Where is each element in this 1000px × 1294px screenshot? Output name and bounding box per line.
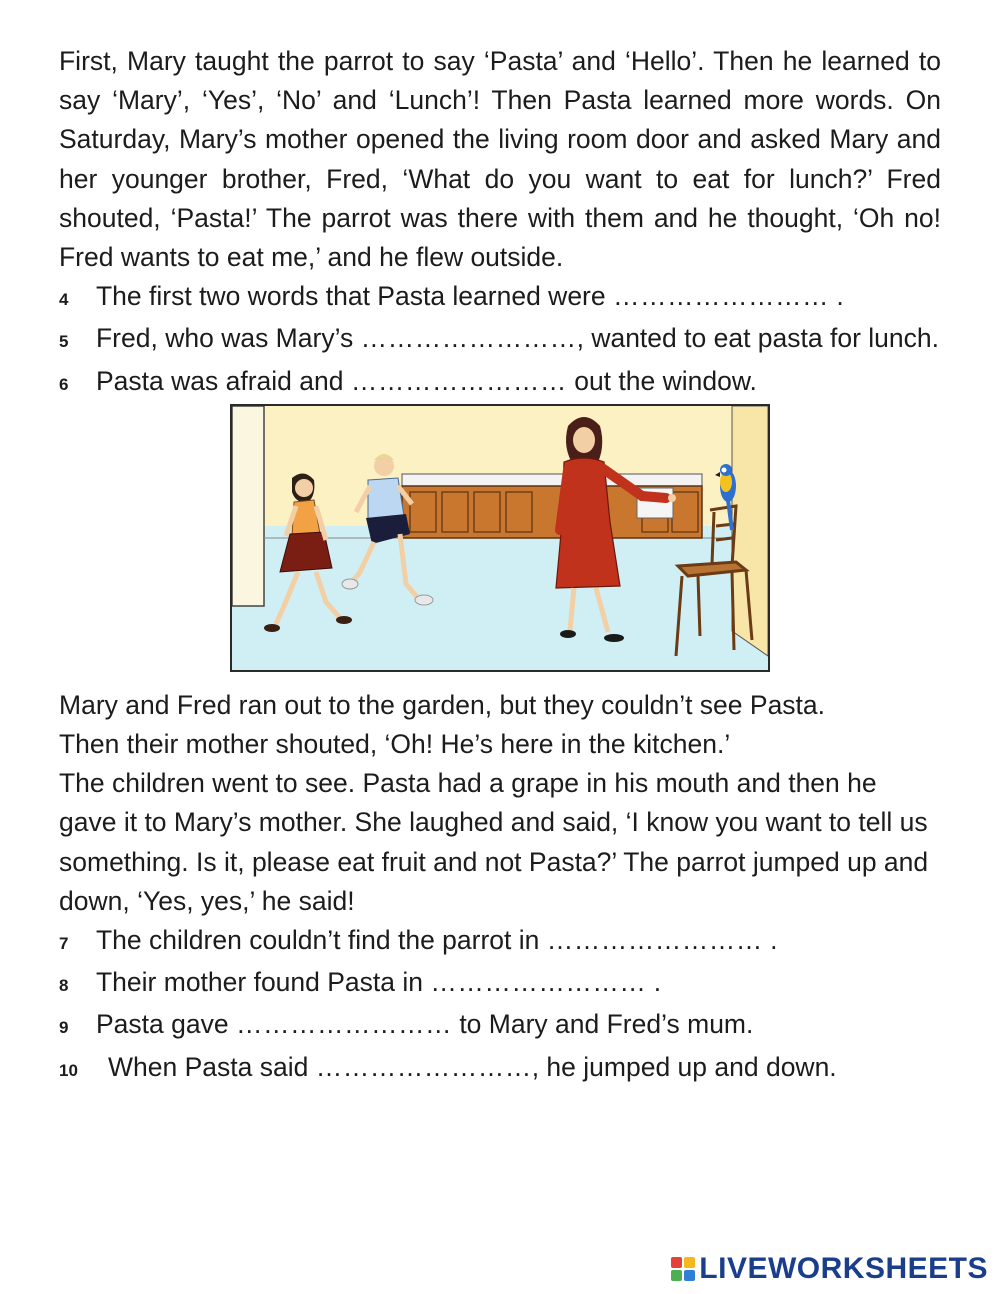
answer-blank[interactable]: ……………………	[360, 323, 577, 354]
logo-tile	[671, 1257, 682, 1268]
questions-group-2	[59, 921, 941, 1090]
liveworksheets-logo[interactable]	[671, 1252, 988, 1286]
question-number: 9	[59, 1018, 69, 1038]
passage-2-line-3: The children went to see. Pasta had a grape in his mouth and then he gave it to Mary’s mother. She laughed and said, ‘I know you want to tell us something. Is it, please eat fruit and not Pasta?’ The parrot jumped up and down, ‘Yes, yes,’ he said!	[59, 768, 929, 916]
question-4: 4 The first two words that Pasta learned were …………………… .	[59, 277, 941, 319]
logo-tile	[671, 1270, 682, 1281]
passage-1: First, Mary taught the parrot to say ‘Pasta’ and ‘Hello’. Then he learned to say ‘Mary’, ‘Yes’, ‘No’ and ‘Lunch’! Then Pasta learned more words. On Saturday, Mary’s mother opened the living room door and asked Mary and her younger brother, Fred, ‘What do you want to eat for lunch?’ Fred shouted, ‘Pasta!’ The parrot was there with them and he thought, ‘Oh no! Fred wants to eat me,’ and he flew outside.	[59, 46, 941, 273]
question-number: 6	[59, 374, 69, 394]
question-8: 8 Their mother found Pasta in …………………… .	[59, 963, 941, 1005]
passage-2-line-2: Then their mother shouted, ‘Oh! He’s here in the kitchen.’	[59, 729, 731, 760]
question-7: 7 The children couldn’t find the parrot in …………………… .	[59, 921, 941, 963]
question-number: 8	[59, 976, 69, 996]
answer-blank[interactable]: ……………………	[546, 925, 763, 956]
question-number: 4	[59, 290, 69, 310]
question-10: 10 When Pasta said ……………………, he jumped up and down.	[59, 1048, 941, 1090]
passage-2	[59, 686, 941, 921]
answer-blank[interactable]: ……………………	[612, 281, 829, 312]
question-number: 10	[59, 1060, 78, 1080]
question-9: 9 Pasta gave …………………… to Mary and Fred’s mum.	[59, 1005, 941, 1047]
question-5: 5 Fred, who was Mary’s ……………………, wanted to eat pasta for lunch.	[59, 319, 941, 361]
logo-text: LIVEWORKSHEETS	[699, 1252, 988, 1285]
door	[232, 406, 264, 606]
answer-blank[interactable]: ……………………	[350, 365, 567, 396]
question-number: 7	[59, 934, 69, 954]
logo-tiles-icon	[671, 1257, 695, 1281]
illustration-svg	[232, 406, 768, 670]
worksheet-page	[59, 42, 941, 1090]
countertop	[402, 474, 702, 486]
logo-tile	[684, 1270, 695, 1281]
living-room-illustration	[230, 404, 770, 672]
answer-blank[interactable]: ……………………	[235, 1009, 452, 1040]
answer-blank[interactable]: ……………………	[315, 1051, 532, 1082]
questions-group-1	[59, 277, 941, 404]
logo-tile	[684, 1257, 695, 1268]
question-number: 5	[59, 332, 69, 352]
question-6: 6 Pasta was afraid and …………………… out the window.	[59, 362, 941, 404]
answer-blank[interactable]: ……………………	[430, 967, 647, 998]
passage-2-line-1: Mary and Fred ran out to the garden, but they couldn’t see Pasta.	[59, 689, 826, 720]
